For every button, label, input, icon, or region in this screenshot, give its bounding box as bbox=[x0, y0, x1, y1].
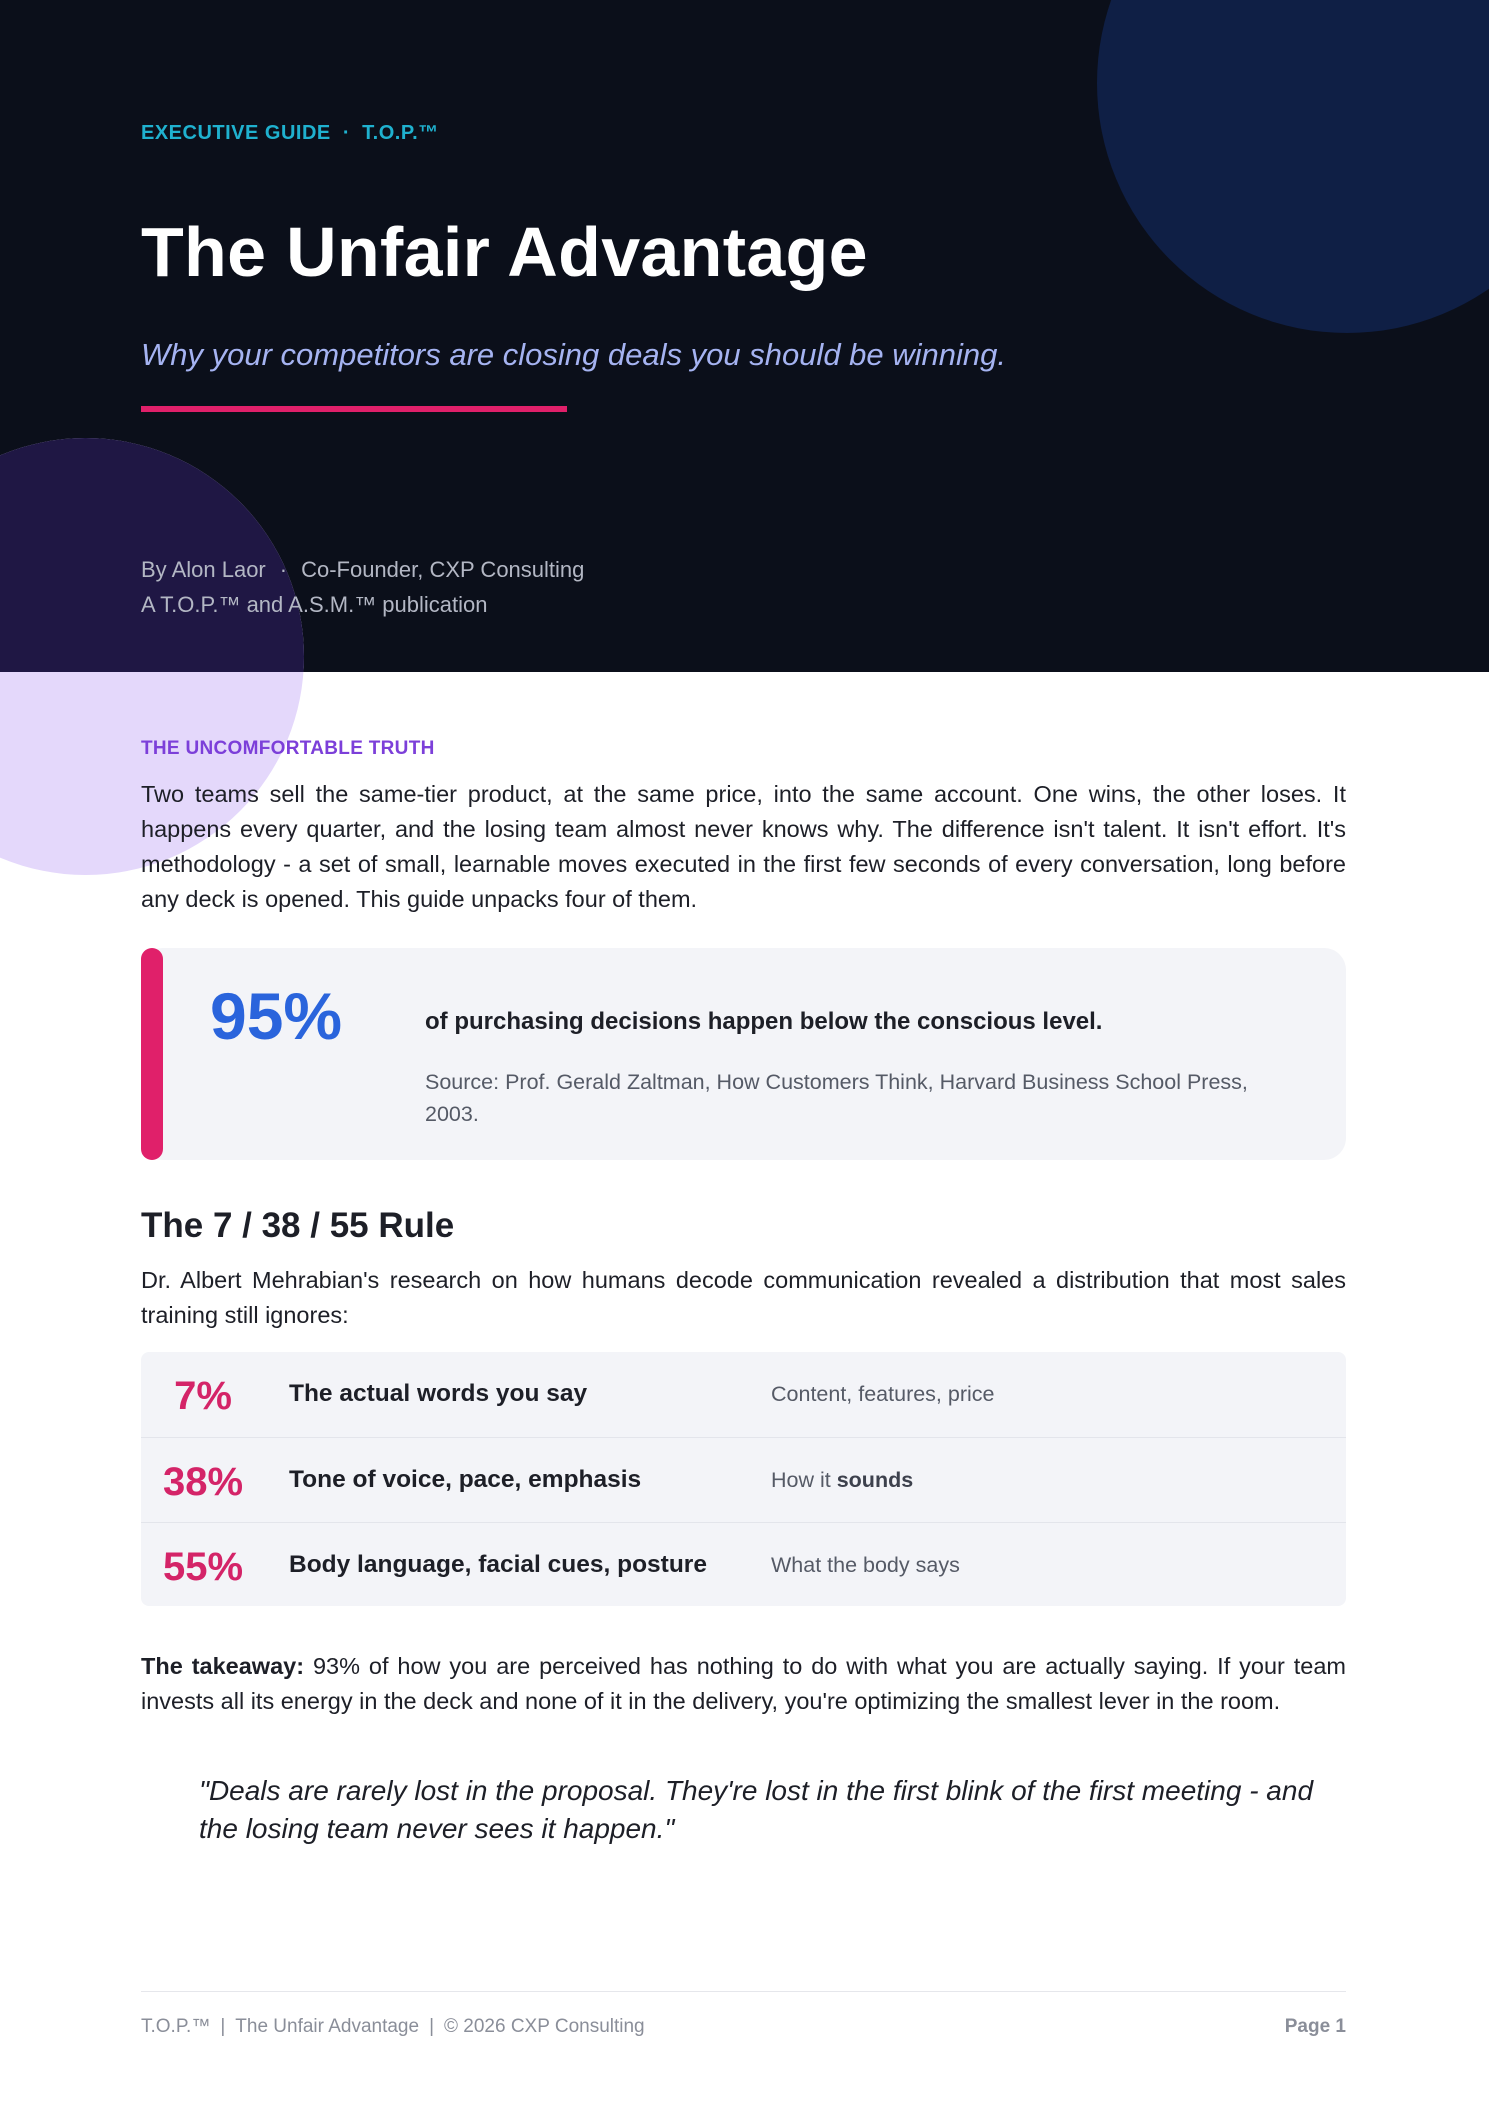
takeaway-paragraph bbox=[141, 1649, 1346, 1719]
accent-divider bbox=[141, 406, 567, 412]
author-role: Co-Founder, CXP Consulting bbox=[301, 557, 585, 582]
page-title: The Unfair Advantage bbox=[141, 213, 868, 291]
footer-doc-title: The Unfair Advantage bbox=[235, 2016, 420, 2037]
stat-text: of purchasing decisions happen below the conscious level. bbox=[425, 1008, 1103, 1035]
footer-separator: | bbox=[220, 2016, 226, 2037]
rule-table bbox=[141, 1352, 1346, 1606]
author-name: By Alon Laor bbox=[141, 557, 266, 582]
row-label: Tone of voice, pace, emphasis bbox=[289, 1465, 642, 1493]
section-heading: The 7 / 38 / 55 Rule bbox=[141, 1206, 455, 1245]
pull-quote: "Deals are rarely lost in the proposal. They're lost in the first blink of the first meeting - and the losing team never sees it happen." bbox=[199, 1775, 1314, 1844]
row-label: Body language, facial cues, posture bbox=[289, 1551, 707, 1579]
footer-meta bbox=[141, 2016, 645, 2038]
page-number: Page 1 bbox=[1284, 2016, 1346, 2037]
eyebrow-label: EXECUTIVE GUIDE · T.O.P.™ bbox=[141, 122, 439, 144]
footer-brand: T.O.P.™ bbox=[141, 2016, 211, 2037]
byline-separator: · bbox=[279, 557, 288, 582]
stat-value: 95% bbox=[210, 979, 343, 1053]
footer-separator: | bbox=[429, 2016, 435, 2037]
row-percent: 38% bbox=[162, 1459, 244, 1504]
table-row bbox=[141, 1352, 1346, 1438]
stat-accent-bar bbox=[141, 948, 163, 1160]
stat-callout bbox=[141, 948, 1346, 1160]
rule-intro-paragraph: Dr. Albert Mehrabian's research on how humans decode communication revealed a distribution that most sales training still ignores: bbox=[141, 1267, 1346, 1328]
row-description: Content, features, price bbox=[771, 1382, 995, 1406]
row-description: How it sounds bbox=[771, 1467, 914, 1492]
row-label: The actual words you say bbox=[289, 1380, 588, 1407]
table-row bbox=[141, 1523, 1346, 1606]
table-row bbox=[141, 1438, 1346, 1524]
footer-copyright: © 2026 CXP Consulting bbox=[444, 2016, 645, 2037]
row-percent: 7% bbox=[174, 1374, 232, 1418]
takeaway-lead: The takeaway: bbox=[141, 1653, 305, 1679]
stat-source: Source: Prof. Gerald Zaltman, How Customers Think, Harvard Business School Press, 2003. bbox=[425, 1070, 1248, 1126]
section-label: THE UNCOMFORTABLE TRUTH bbox=[141, 738, 435, 759]
footer-divider bbox=[141, 1991, 1346, 1992]
byline bbox=[141, 552, 584, 622]
publication-line: A T.O.P.™ and A.S.M.™ publication bbox=[141, 592, 488, 617]
takeaway-body: 93% of how you are perceived has nothing to do with what you are actually saying. If your team invests all its energy in the deck and none of it in the delivery, you're optimizing the smallest lever in the room. bbox=[141, 1653, 1346, 1714]
intro-paragraph: Two teams sell the same-tier product, at the same price, into the same account. One wins, the other loses. It happens every quarter, and the losing team almost never knows why. The difference isn't talent. It isn't effort. It's methodology - a set of small, learnable moves executed in the first few seconds of every conversation, long before any deck is opened. This guide unpacks four of them. bbox=[141, 781, 1346, 912]
page-subtitle: Why your competitors are closing deals you should be winning. bbox=[141, 337, 1007, 372]
row-percent: 55% bbox=[162, 1545, 244, 1590]
row-description: What the body says bbox=[771, 1553, 960, 1578]
